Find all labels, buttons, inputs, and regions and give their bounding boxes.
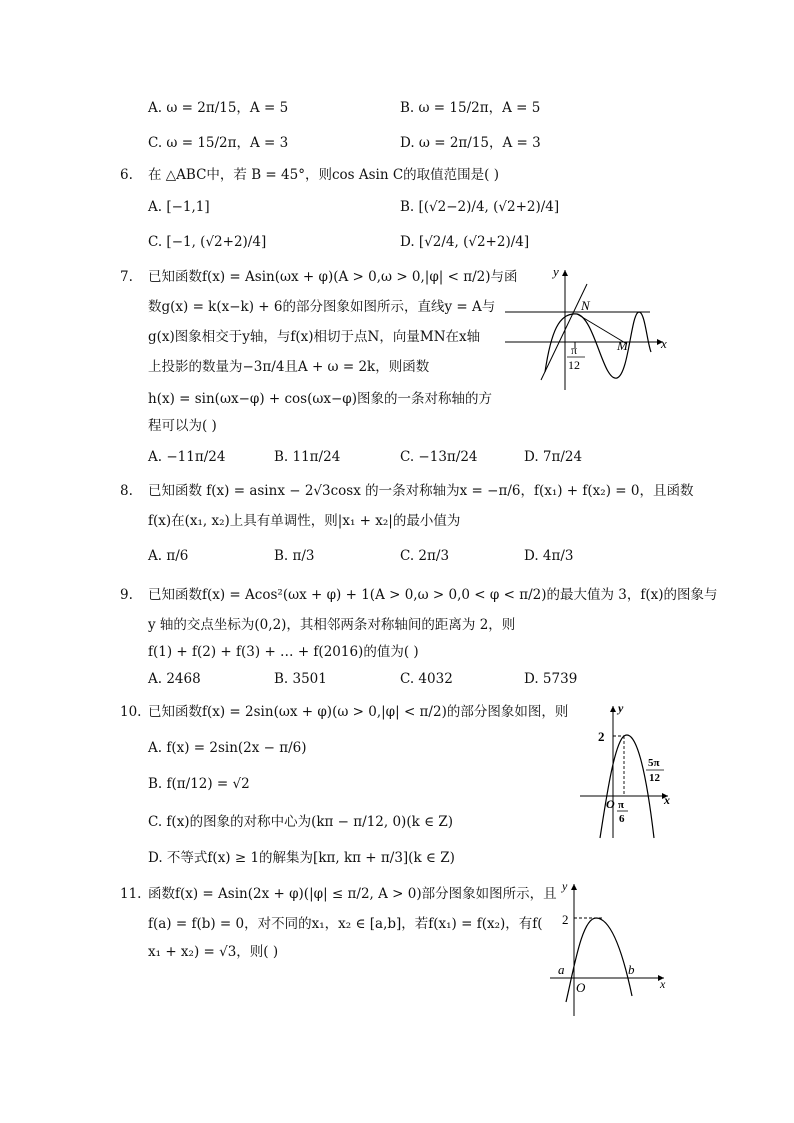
q6-option-d: D. [√2/4, (√2+2)/4]	[400, 234, 530, 250]
q10-option-b: B. f(π/12) = √2	[148, 776, 250, 792]
q11-line-2: f(a) = f(b) = 0，对不同的x₁，x₂ ∈ [a,b]，若f(x₁) = f(x₂)，有f(	[148, 916, 543, 932]
q10-sine-curve	[600, 735, 654, 838]
q7-y-label: y	[553, 264, 559, 279]
q10-number: 10.	[120, 704, 142, 720]
q10-origin: O	[606, 797, 615, 811]
q8-number: 8.	[120, 483, 133, 499]
q11-y-label: y	[562, 879, 568, 893]
q11-line-3: x₁ + x₂) = √3，则( )	[148, 944, 279, 960]
q7-option-a: A. −11π/24	[148, 449, 226, 465]
q7-label-n: N	[581, 298, 590, 313]
q5-option-a: A. ω = 2π/15，A = 5	[148, 100, 289, 116]
q10-pi6-num: π	[618, 799, 625, 811]
q7-graph-figure	[505, 262, 675, 392]
q10-y-label: y	[618, 701, 624, 715]
q9-option-d: D. 5739	[524, 671, 578, 687]
q7-label-m: M	[617, 338, 628, 353]
q7-sine-curve	[545, 312, 651, 378]
q10-5pi-den: 12	[649, 772, 660, 784]
q7-line-6: 程可以为( )	[148, 418, 217, 434]
q5-option-b: B. ω = 15/2π，A = 5	[400, 100, 541, 116]
q7-x-label: x	[661, 336, 667, 351]
q10-pi6-den: 6	[619, 813, 625, 825]
q8-line-1: 已知函数 f(x) = asinx − 2√3cosx 的一条对称轴为x = −π/6，f(x₁) + f(x₂) = 0，且函数	[148, 483, 694, 499]
q11-label-a: a	[558, 962, 565, 977]
q11-x-label: x	[660, 977, 666, 991]
q7-y-axis-arrow	[562, 270, 568, 276]
q7-line-4: 上投影的数量为−3π/4且A + ω = 2k，则函数	[148, 359, 430, 375]
q9-line-1: 已知函数f(x) = Acos²(ωx + φ) + 1(A > 0,ω > 0,0 < φ < π/2)的最大值为 3，f(x)的图象与	[148, 587, 718, 603]
q7-option-c: C. −13π/24	[400, 449, 478, 465]
q10-label-2: 2	[598, 729, 605, 744]
q6-stem: 在 △ABC中，若 B = 45°，则cos Asin C的取值范围是( )	[148, 167, 499, 183]
q5-option-d: D. ω = 2π/15，A = 3	[400, 135, 541, 151]
q11-origin: O	[576, 980, 586, 995]
q7-tick-12: 12	[568, 358, 580, 372]
q6-option-c: C. [−1, (√2+2)/4]	[148, 234, 267, 250]
q10-stem: 已知函数f(x) = 2sin(ωx + φ)(ω > 0,|φ| < π/2)的部分图象如图，则	[148, 704, 569, 720]
q10-option-d: D. 不等式f(x) ≥ 1的解集为[kπ, kπ + π/3](k ∈ Z)	[148, 850, 455, 866]
q8-option-c: C. 2π/3	[400, 548, 450, 564]
q9-option-b: B. 3501	[274, 671, 327, 687]
q6-option-a: A. [−1,1]	[148, 199, 210, 215]
q8-line-2: f(x)在(x₁, x₂)上具有单调性，则|x₁ + x₂|的最小值为	[148, 513, 461, 529]
q11-number: 11.	[120, 886, 142, 902]
q5-option-c: C. ω = 15/2π，A = 3	[148, 135, 289, 151]
q7-line-5: h(x) = sin(ωx−φ) + cos(ωx−φ)图象的一条对称轴的方	[148, 391, 493, 407]
q9-number: 9.	[120, 587, 133, 603]
q10-5pi-num: 5π	[648, 757, 660, 769]
q7-option-d: D. 7π/24	[524, 449, 583, 465]
q11-label-b: b	[628, 962, 635, 977]
q6-option-b: B. [(√2−2)/4, (√2+2)/4]	[400, 199, 560, 215]
q10-y-axis-arrow	[610, 706, 616, 712]
q11-graph-figure	[548, 878, 673, 1018]
q10-option-c: C. f(x)的图象的对称中心为(kπ − π/12, 0)(k ∈ Z)	[148, 814, 453, 830]
q8-option-d: D. 4π/3	[524, 548, 574, 564]
q9-option-a: A. 2468	[148, 671, 201, 687]
q7-line-2: 数g(x) = k(x−k) + 6的部分图象如图所示，直线y = A与	[148, 299, 496, 315]
q7-option-b: B. 11π/24	[274, 449, 341, 465]
q11-y-axis-arrow	[571, 884, 577, 890]
q6-number: 6.	[120, 167, 133, 183]
q8-option-a: A. π/6	[148, 548, 189, 564]
q9-option-c: C. 4032	[400, 671, 453, 687]
q7-line-3: g(x)图象相交于y轴，与f(x)相切于点N，向量MN在x轴	[148, 329, 481, 345]
q9-line-3: f(1) + f(2) + f(3) + … + f(2016)的值为( )	[148, 644, 419, 660]
q7-number: 7.	[120, 269, 133, 285]
q10-graph-figure	[578, 700, 678, 840]
q10-option-a: A. f(x) = 2sin(2x − π/6)	[148, 740, 307, 756]
q11-label-2: 2	[562, 912, 569, 927]
q8-option-b: B. π/3	[274, 548, 315, 564]
q11-line-1: 函数f(x) = Asin(2x + φ)(|φ| ≤ π/2, A > 0)部分图象如图所示，且	[148, 886, 557, 902]
q9-line-2: y 轴的交点坐标为(0,2)，其相邻两条对称轴间的距离为 2，则	[148, 617, 516, 633]
q7-tick-pi: π	[571, 343, 578, 357]
q7-line-1: 已知函数f(x) = Asin(ωx + φ)(A > 0,ω > 0,|φ| < π/2)与函	[148, 269, 518, 285]
q10-x-label: x	[664, 793, 670, 807]
